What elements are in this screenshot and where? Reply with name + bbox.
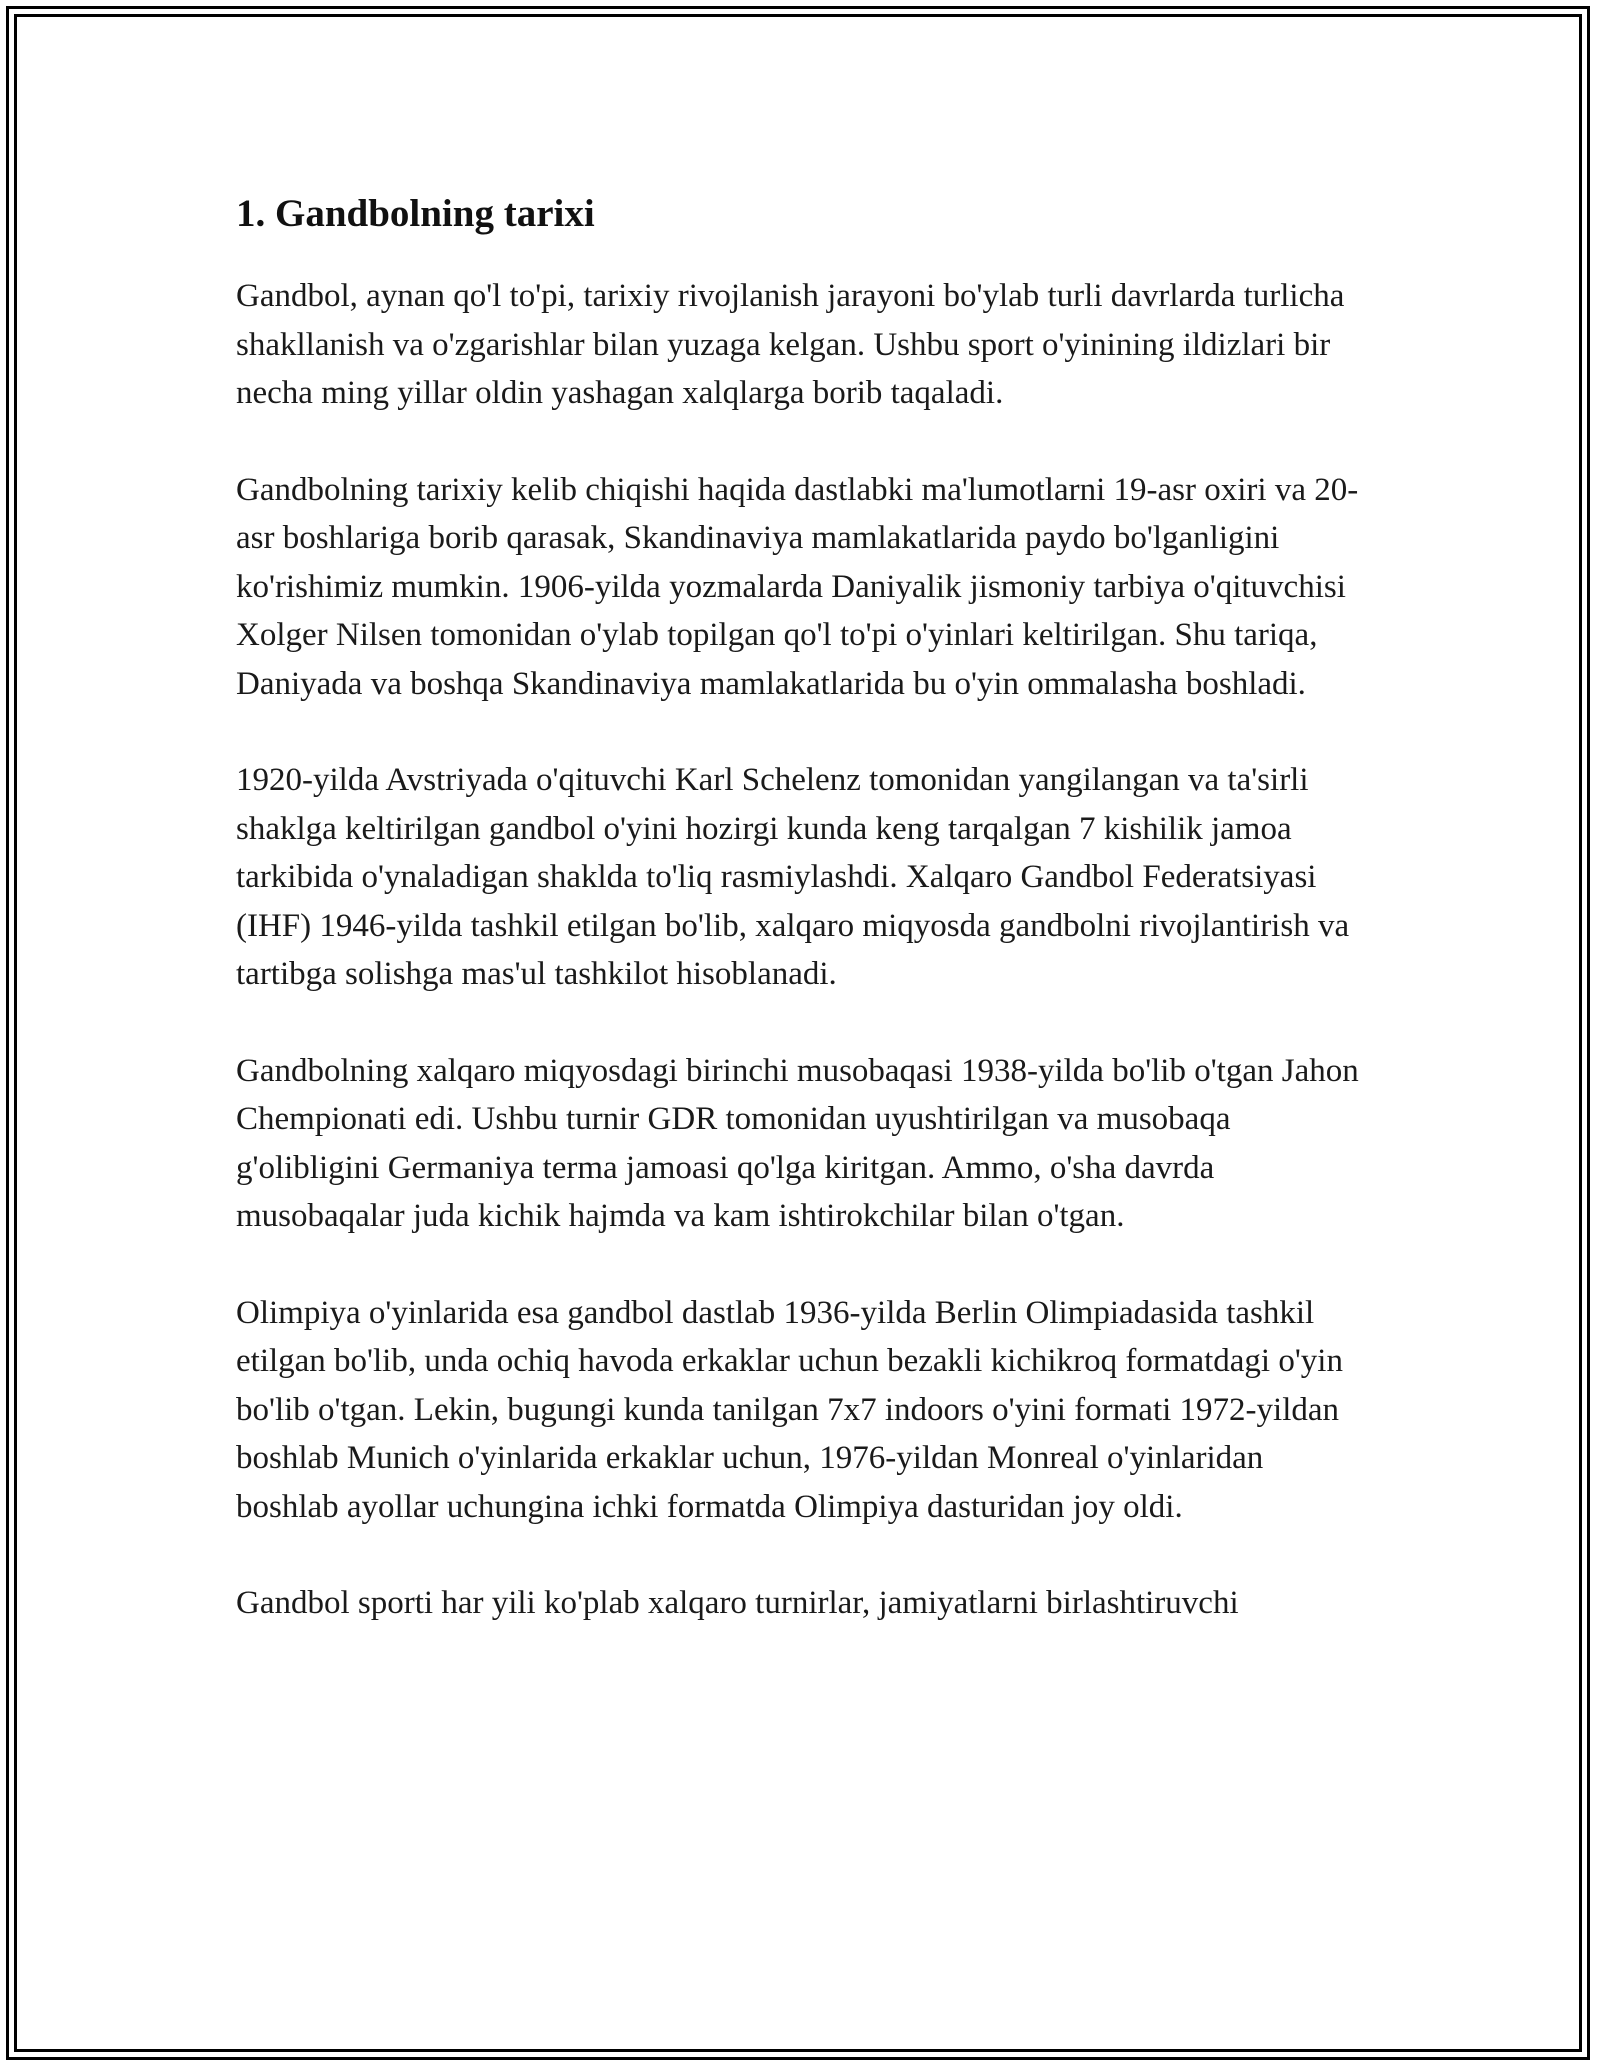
paragraph-formalization: 1920-yilda Avstriyada o'qituvchi Karl Schelenz tomonidan yangilangan va ta'sirli shaklga keltirilgan gandbol o'yini hozirgi kunda keng tarqalgan 7 kishilik jamoa tarkibida o'ynaladigan shaklda to'liq rasmiylashdi. Xalqaro Gandbol Federatsiyasi (IHF) 1946-yilda tashkil etilgan bo'lib, xalqaro miqyosda gandbolni rivojlantirish va tartibga solishga mas'ul tashkilot hisoblanadi. [236, 762, 1350, 992]
paragraph-tournaments: Gandbol sporti har yili ko'plab xalqaro turnirlar, jamiyatlarni birlashtiruvchi [236, 1585, 1239, 1621]
section-heading: 1. Gandbolning tarixi [236, 192, 595, 235]
document-body [236, 186, 1366, 1676]
paragraph-intro: Gandbol, aynan qo'l to'pi, tarixiy rivojlanish jarayoni bo'ylab turli davrlarda turlicha shakllanish va o'zgarishlar bilan yuzaga kelgan. Ushbu sport o'yinining ildizlari bir necha ming yillar oldin yashagan xalqlarga borib taqaladi. [236, 278, 1345, 411]
paragraph-olympics: Olimpiya o'yinlarida esa gandbol dastlab 1936-yilda Berlin Olimpiadasida tashkil etilgan bo'lib, unda ochiq havoda erkaklar uchun bezakli kichikroq formatdagi o'yin bo'lib o'tgan. Lekin, bugungi kunda tanilgan 7x7 indoors o'yini formati 1972-yildan boshlab Munich o'yinlarida erkaklar uchun, 1976-yildan Monreal o'yinlaridan boshlab ayollar uchungina ichki formatda Olimpiya dasturidan joy oldi. [236, 1294, 1343, 1525]
paragraph-origins: Gandbolning tarixiy kelib chiqishi haqida dastlabki ma'lumotlarni 19-asr oxiri va 20-asr boshlariga borib qarasak, Skandinaviya mamlakatlarida paydo bo'lganligini ko'rishimiz mumkin. 1906-yilda yozmalarda Daniyalik jismoniy tarbiya o'qituvchisi Xolger Nilsen tomonidan o'ylab topilgan qo'l to'pi o'yinlari keltirilgan. Shu tariqa, Daniyada va boshqa Skandinaviya mamlakatlarida bu o'yin ommalasha boshladi. [236, 471, 1359, 702]
paragraph-world-championship: Gandbolning xalqaro miqyosdagi birinchi musobaqasi 1938-yilda bo'lib o'tgan Jahon Chempionati edi. Ushbu turnir GDR tomonidan uyushtirilgan va musobaqa g'olibligini Germaniya terma jamoasi qo'lga kiritgan. Ammo, o'sha davrda musobaqalar juda kichik hajmda va kam ishtirokchilar bilan o'tgan. [236, 1052, 1359, 1234]
